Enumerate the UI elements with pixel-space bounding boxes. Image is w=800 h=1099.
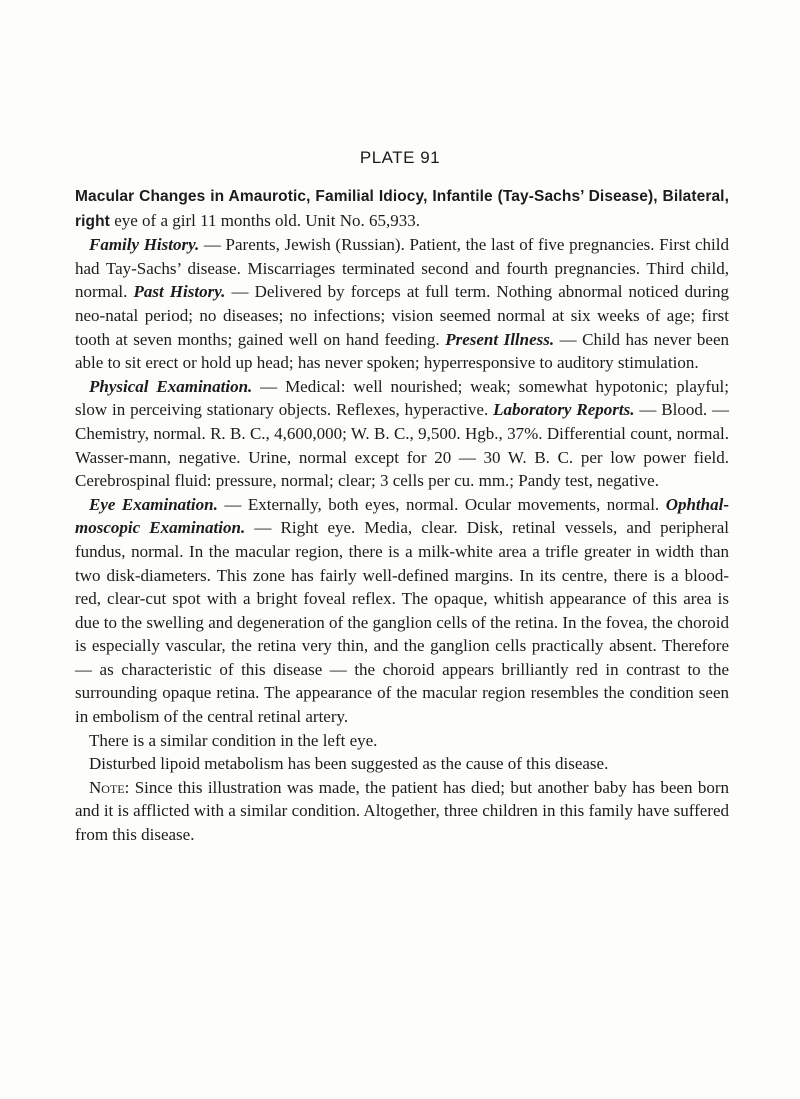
past-history-text: — Delivered by forceps at full term. Nothing abnormal noticed during neo-natal period; no diseases; no infections; vision seemed normal at six weeks of age; first tooth at seven months; gained well on hand feeding. [75, 282, 730, 349]
family-history-text: — Parents, Jewish (Russian). Patient, the last of five pregnancies. First child had Tay-Sachs’ disease. Miscarriages terminated second and fourth pregnancies. Third child, normal. [75, 235, 729, 302]
note-paragraph [75, 776, 729, 847]
eye-exam-label: Eye Examination. [89, 494, 218, 514]
plate-heading: PLATE 91 [359, 148, 441, 167]
present-illness-label: Present Illness. [445, 329, 555, 349]
physical-exam-label: Physical Examination. [89, 376, 253, 396]
case-intro-paragraph [75, 184, 729, 233]
case-title: Macular Changes in Amaurotic, Familial Idiocy, Infantile (Tay-Sachs’ Disease), Bilateral, right [75, 188, 729, 230]
physical-exam-text: — Medical: well nourished; weak; somewhat hypotonic; playful; slow in perceiving stationary objects. Reflexes, hyperactive. [75, 376, 729, 420]
physical-exam-paragraph [75, 375, 729, 493]
ophthalmoscopic-label: Ophthal-moscopic Examination. [75, 494, 729, 538]
lab-reports-text: — Blood. — Chemistry, normal. R. B. C., 4,600,000; W. B. C., 9,500. Hgb., 37%. Differential count, normal. Wasser-mann, negative. Urine, normal except for 20 — 30 W. B. C. per low power field. Cerebrospinal fluid: pressure, normal; clear; 3 cells per cu. mm.; Pandy test, negative. [75, 400, 729, 491]
present-illness-text: — Child has never been able to sit erect or hold up head; has never spoken; hyperresponsive to auditory stimulation. [75, 329, 729, 373]
note-label: Note [89, 777, 125, 797]
note-text: : Since this illustration was made, the patient has died; but another baby has been born and it is afflicted with a similar condition. Altogether, three children in this family have suffered from this disease. [75, 777, 729, 845]
eye-exam-paragraph [75, 493, 729, 729]
past-history-label: Past History. [133, 282, 226, 302]
case-intro-text: eye of a girl 11 months old. Unit No. 65,933. [109, 210, 420, 230]
case-description [75, 184, 729, 847]
lab-reports-label: Laboratory Reports. [493, 400, 635, 420]
left-eye-paragraph: There is a similar condition in the left eye. [89, 730, 378, 750]
family-history-label: Family History. [89, 235, 200, 255]
eye-exam-text: — Externally, both eyes, normal. Ocular movements, normal. [217, 494, 666, 514]
history-paragraph [75, 233, 729, 375]
lipoid-paragraph: Disturbed lipoid metabolism has been suggested as the cause of this disease. [89, 754, 609, 774]
ophthalmoscopic-text: — Right eye. Media, clear. Disk, retinal vessels, and peripheral fundus, normal. In the macular region, there is a milk-white area a trifle greater in width than two disk-diameters. This zone has fairly well-defined margins. In its centre, there is a blood-red, clear-cut spot with a bright foveal reflex. The opaque, whitish appearance of this area is due to the swelling and degeneration of the ganglion cells of the retina. In the fovea, the choroid is especially vascular, the retina very thin, and the ganglion cells practically absent. Therefore — as characteristic of this disease — the choroid appears brilliantly red in contrast to the surrounding opaque retina. The appearance of the macular region resembles the condition seen in embolism of the central retinal artery. [75, 518, 729, 727]
